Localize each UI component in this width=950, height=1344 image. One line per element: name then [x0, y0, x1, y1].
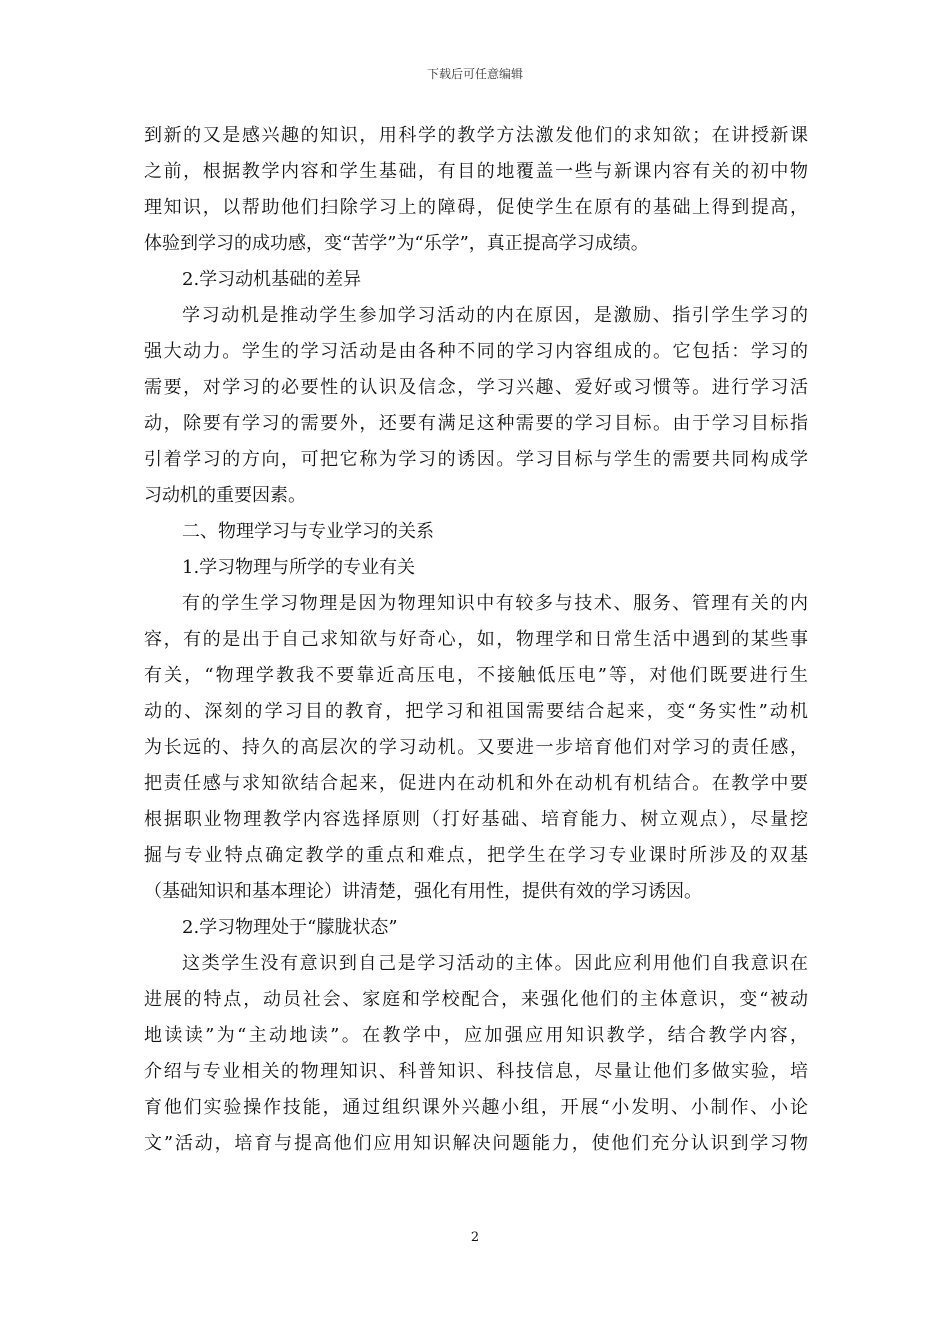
- text-line: 之前，根据教学内容和学生基础，有目的地覆盖一些与新课内容有关的初中物: [144, 161, 808, 182]
- text-line: 根据职业物理教学内容选择原则（打好基础、培育能力、树立观点），尽量挖: [144, 809, 808, 830]
- text-line: 动的、深刻的学习目的教育，把学习和祖国需要结合起来，变“务实性”动机: [144, 701, 808, 722]
- text-line: 习动机的重要因素。: [144, 485, 306, 506]
- text-line: 为长远的、持久的高层次的学习动机。又要进一步培育他们对学习的责任感，: [144, 737, 808, 758]
- text-line: 2.学习动机基础的差异: [182, 269, 362, 290]
- text-line: 学习动机是推动学生参加学习活动的内在原因，是激励、指引学生学习的: [182, 305, 808, 326]
- text-line: 二、物理学习与专业学习的关系: [182, 521, 434, 542]
- text-line: 1.学习物理与所学的专业有关: [182, 557, 416, 578]
- text-line: 体验到学习的成功感，变“苦学”为“乐学”，真正提高学习成绩。: [144, 233, 649, 254]
- text-line: 动，除要有学习的需要外，还要有满足这种需要的学习目标。由于学习目标指: [144, 413, 808, 434]
- text-line: 掘与专业特点确定教学的重点和难点，把学生在学习专业课时所涉及的双基: [144, 845, 808, 866]
- text-line: 到新的又是感兴趣的知识，用科学的教学方法激发他们的求知欲；在讲授新课: [144, 125, 808, 146]
- text-line: 这类学生没有意识到自己是学习活动的主体。因此应利用他们自我意识在: [182, 953, 808, 974]
- text-line: 育他们实验操作技能，通过组织课外兴趣小组，开展“小发明、小制作、小论: [144, 1097, 808, 1118]
- text-line: 介绍与专业相关的物理知识、科普知识、科技信息，尽量让他们多做实验，培: [144, 1061, 808, 1082]
- text-line: 有的学生学习物理是因为物理知识中有较多与技术、服务、管理有关的内: [182, 593, 808, 614]
- page-number: 2: [470, 1230, 480, 1245]
- page-header: 下载后可任意编辑: [426, 67, 523, 81]
- text-line: 容，有的是出于自己求知欲与好奇心，如，物理学和日常生活中遇到的某些事: [144, 629, 808, 650]
- text-line: 把责任感与求知欲结合起来，促进内在动机和外在动机有机结合。在教学中要: [144, 773, 808, 794]
- text-line: 文”活动，培育与提高他们应用知识解决问题能力，使他们充分认识到学习物: [144, 1133, 808, 1154]
- text-line: 进展的特点，动员社会、家庭和学校配合，来强化他们的主体意识，变“被动: [144, 989, 808, 1010]
- text-line: 引着学习的方向，可把它称为学习的诱因。学习目标与学生的需要共同构成学: [144, 449, 808, 470]
- text-line: （基础知识和基本理论）讲清楚，强化有用性，提供有效的学习诱因。: [144, 881, 702, 902]
- text-line: 强大动力。学生的学习活动是由各种不同的学习内容组成的。它包括：学习的: [144, 341, 808, 362]
- text-line: 需要，对学习的必要性的认识及信念，学习兴趣、爱好或习惯等。进行学习活: [144, 377, 808, 398]
- text-line: 有关，“物理学教我不要靠近高压电，不接触低压电”等，对他们既要进行生: [144, 665, 808, 686]
- text-line: 2.学习物理处于“朦胧状态”: [182, 917, 398, 938]
- text-line: 地读读”为“主动地读”。在教学中，应加强应用知识教学，结合教学内容，: [144, 1025, 808, 1046]
- document-body: [144, 118, 808, 1162]
- text-line: 理知识，以帮助他们扫除学习上的障碍，促使学生在原有的基础上得到提高，: [144, 197, 808, 218]
